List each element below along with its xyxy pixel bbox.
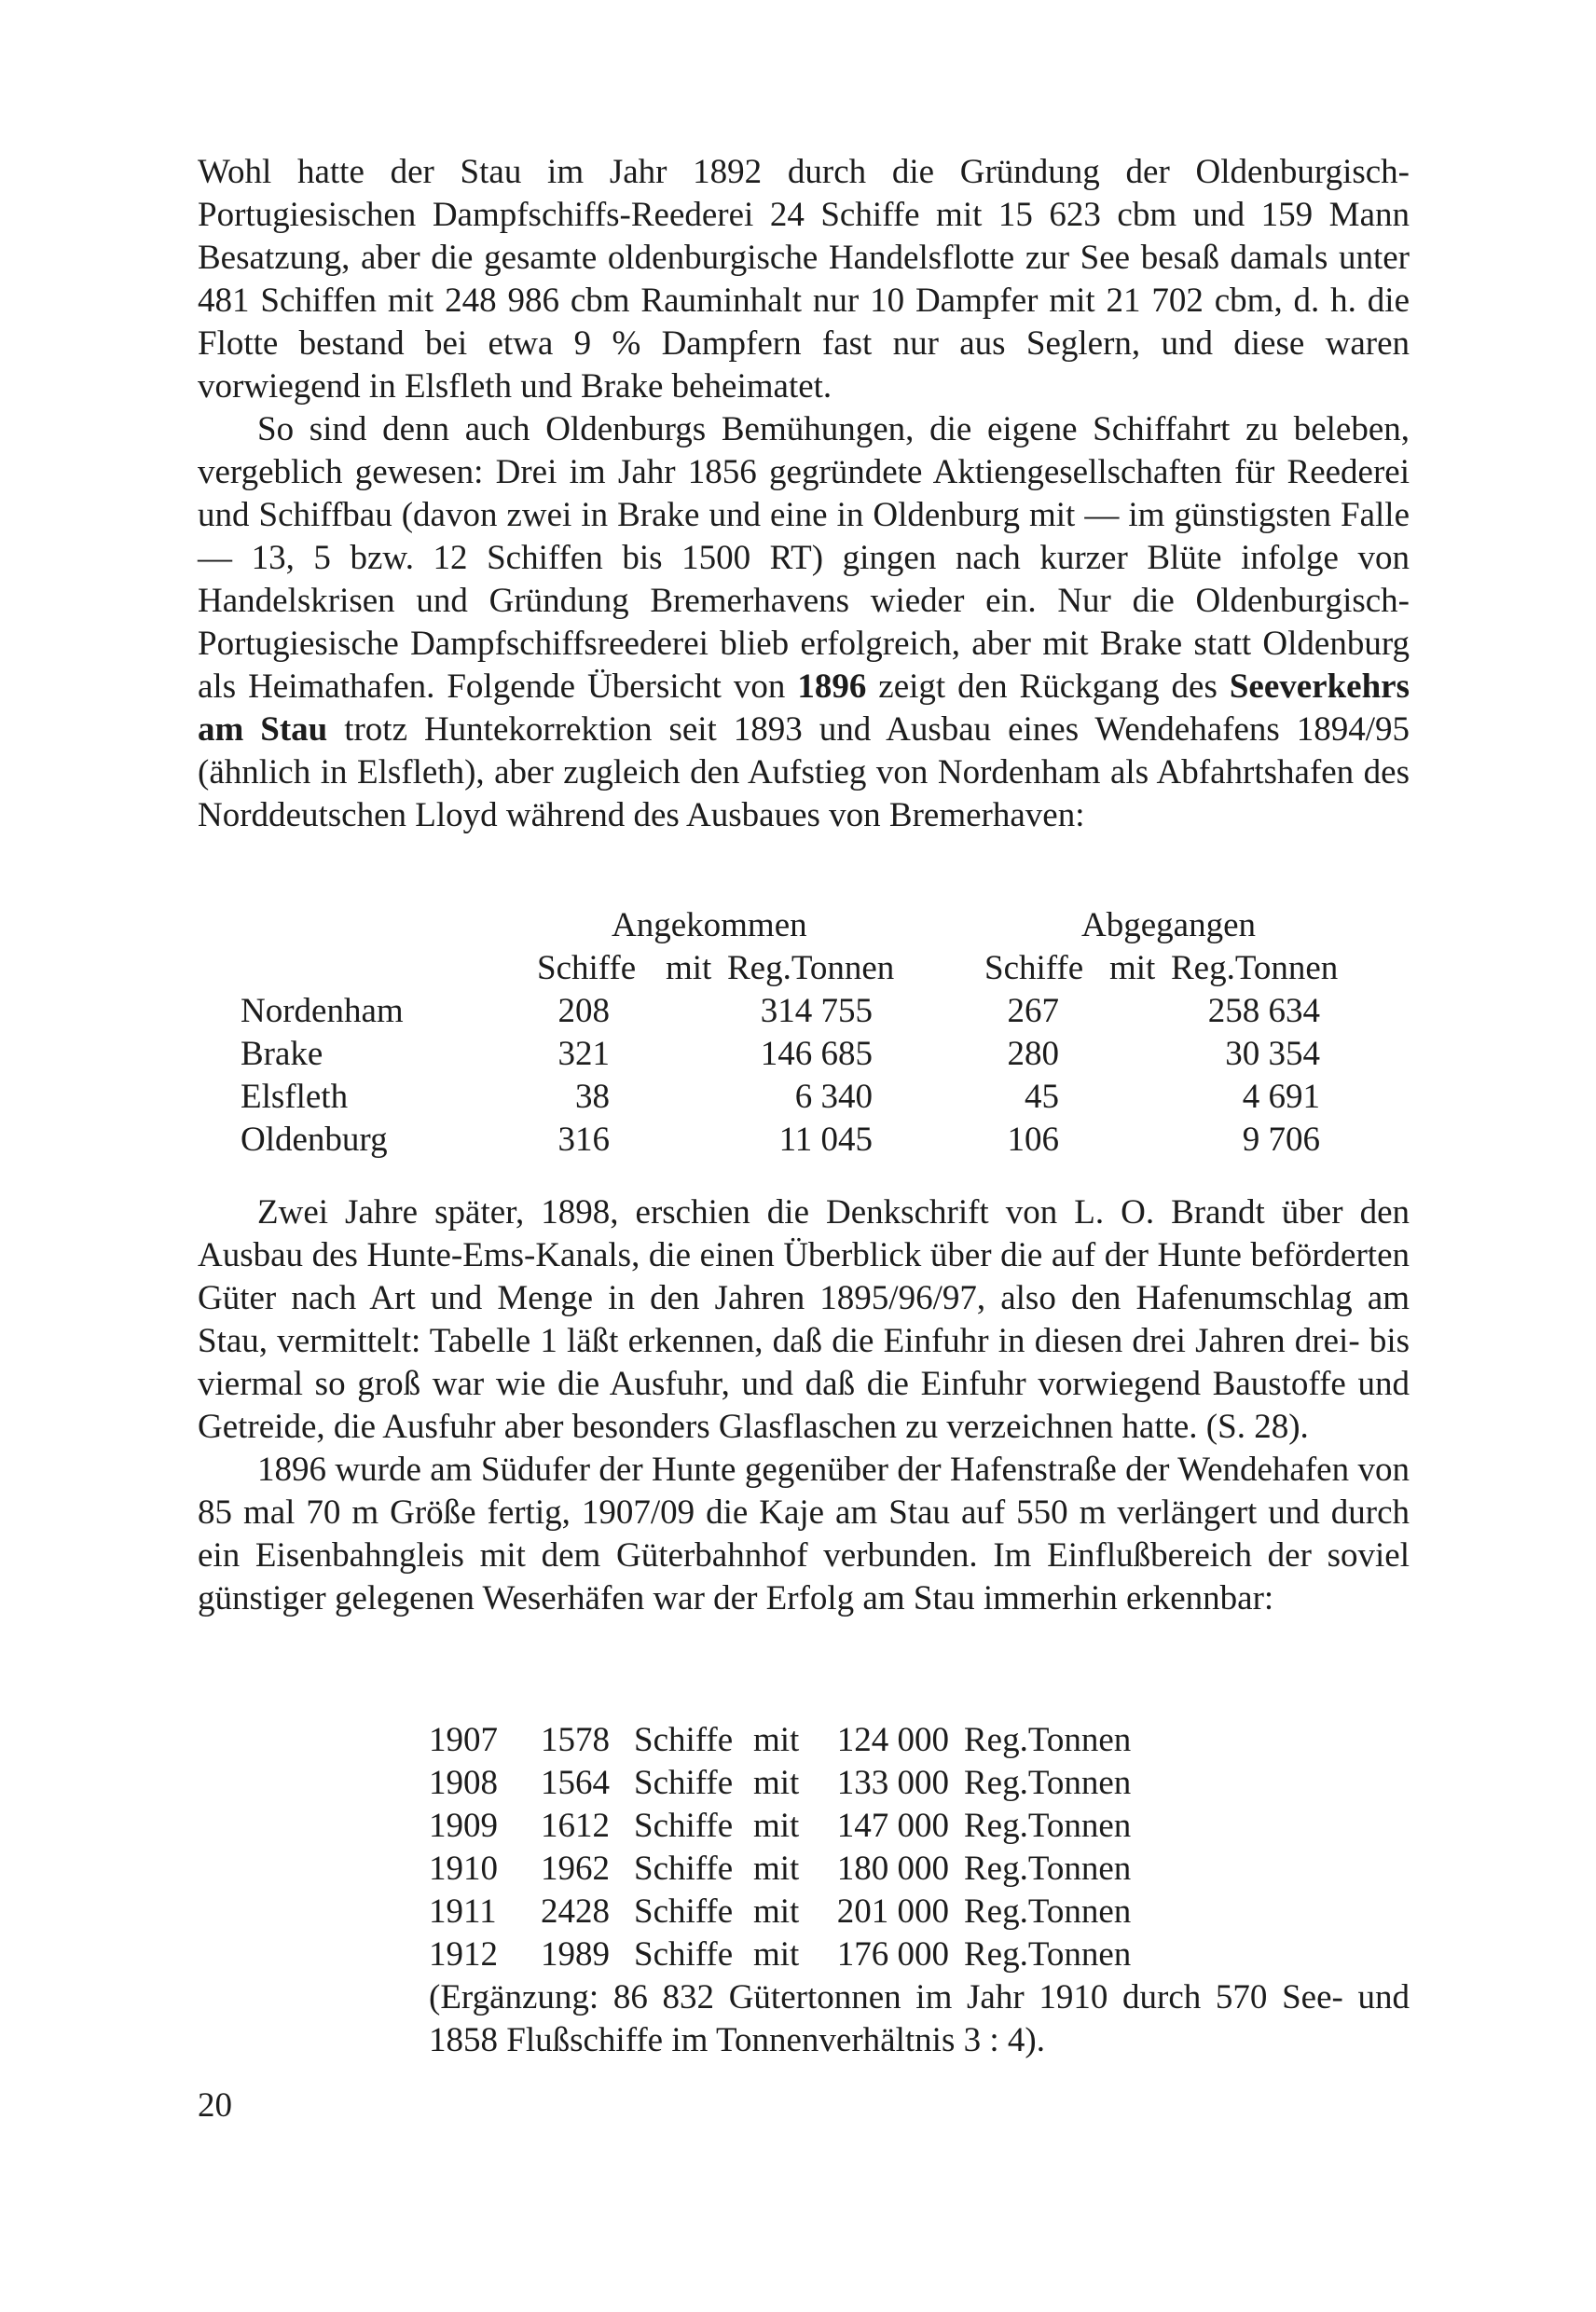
text-block-bottom [198, 1191, 1410, 1620]
with-word: mit [753, 1807, 800, 1845]
tonnage: 180 000 [836, 1850, 949, 1888]
departed-ships: 106 [1007, 1121, 1059, 1159]
paragraph-4: 1896 wurde am Südufer der Hunte gegenüber der Hafenstraße der Wendehafen von 85 mal 70 m Größe fertig, 1907/09 die Kaje am Stau auf 550 m verlängert und durch ein Eisenbahngleis mit dem Güterbahnhof verbunden. Im Einflußbereich der soviel günstiger gelegenen Weserhäfen war der Erfolg am Stau immerhin erkennbar: [198, 1451, 1410, 1617]
table-row [0, 1119, 1596, 1162]
paragraph-2 [198, 408, 1410, 837]
with-word: mit [753, 1721, 800, 1759]
header-departed: Abgegangen [1081, 906, 1256, 944]
port-name: Oldenburg [241, 1121, 388, 1159]
arrived-tons: 11 045 [778, 1121, 873, 1159]
tonnage-unit: Reg.Tonnen [964, 1850, 1132, 1888]
paragraph-1: Wohl hatte der Stau im Jahr 1892 durch die Gründung der Oldenburgisch-Portugiesischen Dampfschiffs-Reederei 24 Schiffe mit 15 623 cbm und 159 Mann Besatzung, aber die gesamte oldenburgische Handelsflotte zur See besaß damals unter 481 Schiffen mit 248 986 cbm Rauminhalt nur 10 Dampfer mit 21 702 cbm, d. h. die Flotte bestand bei etwa 9 % Dampfern fast nur aus Seglern, und diese waren vorwiegend in Elsfleth und Brake beheimatet. [198, 153, 1410, 406]
tonnage-unit: Reg.Tonnen [964, 1721, 1132, 1759]
tonnage-unit: Reg.Tonnen [964, 1764, 1132, 1802]
list-item [0, 1848, 1596, 1891]
paragraph-2-part-3: trotz Huntekorrektion seit 1893 und Ausbau eines Wendehafens 1894/95 (ähnlich in Elsfleth), aber zugleich den Aufstieg von Nordenham als Abfahrtshafen des Norddeutschen Lloyd während des Ausbaues von Bremerhaven: [198, 710, 1410, 834]
ships-word: Schiffe [634, 1892, 734, 1931]
table-sub-header-row [0, 947, 1596, 990]
arrived-ships: 38 [575, 1078, 610, 1116]
port-name: Brake [241, 1035, 323, 1073]
departed-tons: 30 354 [1225, 1035, 1320, 1073]
ship-count: 1578 [541, 1721, 610, 1759]
year: 1907 [429, 1721, 498, 1759]
departed-ships: 280 [1007, 1035, 1059, 1073]
list-item [0, 1805, 1596, 1848]
year-emphasis: 1896 [797, 667, 867, 706]
ship-count: 1962 [541, 1850, 610, 1888]
ships-word: Schiffe [634, 1764, 734, 1802]
year: 1911 [429, 1892, 497, 1931]
supplement-note: (Ergänzung: 86 832 Gütertonnen im Jahr 1910 durch 570 See- und 1858 Flußschiffe im Tonnenverhältnis 3 : 4). [429, 1978, 1410, 2059]
with-word: mit [753, 1850, 800, 1888]
tonnage: 201 000 [836, 1892, 949, 1931]
tonnage: 176 000 [836, 1935, 949, 1974]
with-word: mit [753, 1764, 800, 1802]
page-number: 20 [198, 2086, 232, 2125]
ship-count: 1612 [541, 1807, 610, 1845]
with-word: mit [753, 1935, 800, 1974]
list-item [0, 1891, 1596, 1934]
table-group-header-row [0, 904, 1596, 947]
ships-word: Schiffe [634, 1807, 734, 1845]
list-item [0, 1934, 1596, 1976]
departed-tons: 258 634 [1207, 992, 1320, 1030]
list-item [0, 1719, 1596, 1762]
departed-ships: 267 [1007, 992, 1059, 1030]
tonnage: 147 000 [836, 1807, 949, 1845]
arrived-tons: 146 685 [760, 1035, 873, 1073]
year: 1909 [429, 1807, 498, 1845]
port-name: Elsfleth [241, 1078, 349, 1116]
tonnage-unit: Reg.Tonnen [964, 1807, 1132, 1845]
tonnage-unit: Reg.Tonnen [964, 1935, 1132, 1974]
with-word: mit [753, 1892, 800, 1931]
table-row [0, 1076, 1596, 1119]
paragraph-3: Zwei Jahre später, 1898, erschien die Denkschrift von L. O. Brandt über den Ausbau des Hunte-Ems-Kanals, die einen Überblick über die auf der Hunte beförderten Güter nach Art und Menge in den Jahren 1895/96/97, also den Hafenumschlag am Stau, vermittelt: Tabelle 1 läßt erkennen, daß die Einfuhr in diesen drei Jahren drei- bis viermal so groß war wie die Ausfuhr, und daß die Einfuhr vorwiegend Baustoffe und Getreide, die Ausfuhr aber besonders Glasflaschen zu verzeichnen hatte. (S. 28). [198, 1193, 1410, 1446]
ship-count: 1564 [541, 1764, 610, 1802]
ships-word: Schiffe [634, 1935, 734, 1974]
year: 1912 [429, 1935, 498, 1974]
subheader-arrived-tons: Reg.Tonnen [727, 949, 895, 987]
subheader-departed-ships: Schiffe [984, 949, 1084, 987]
table-row [0, 990, 1596, 1033]
port-name: Nordenham [241, 992, 404, 1030]
tonnage: 133 000 [836, 1764, 949, 1802]
arrived-ships: 321 [557, 1035, 610, 1073]
text-block-top [198, 151, 1410, 837]
ships-word: Schiffe [634, 1721, 734, 1759]
seeverkehr-emphasis: Seeverkehrs am Stau [198, 667, 1410, 749]
subheader-arrived-with: mit [666, 949, 712, 987]
header-arrived: Angekommen [612, 906, 807, 944]
year: 1910 [429, 1850, 498, 1888]
arrived-tons: 6 340 [794, 1078, 873, 1116]
year: 1908 [429, 1764, 498, 1802]
departed-tons: 4 691 [1242, 1078, 1320, 1116]
arrived-ships: 316 [557, 1121, 610, 1159]
tonnage: 124 000 [836, 1721, 949, 1759]
subheader-departed-with: mit [1109, 949, 1156, 987]
ships-word: Schiffe [634, 1850, 734, 1888]
ship-count: 2428 [541, 1892, 610, 1931]
paragraph-2-part-1: So sind denn auch Oldenburgs Bemühungen, die eigene Schiffahrt zu beleben, vergeblich gewesen: Drei im Jahr 1856 gegründete Aktiengesellschaften für Reederei und Schiffbau (davon zwei in Brake und eine in Oldenburg mit — im günstigsten Falle — 13, 5 bzw. 12 Schiffen bis 1500 RT) gingen nach kurzer Blüte infolge von Handelskrisen und Gründung Bremerhavens wieder ein. Nur die Oldenburgisch-Portugiesische Dampfschiffsreederei blieb erfolgreich, aber mit Brake statt Oldenburg als Heimathafen. Folgende Übersicht von [198, 410, 1410, 706]
subheader-arrived-ships: Schiffe [537, 949, 637, 987]
list-item [0, 1762, 1596, 1805]
departed-ships: 45 [1025, 1078, 1059, 1116]
departed-tons: 9 706 [1242, 1121, 1320, 1159]
tonnage-unit: Reg.Tonnen [964, 1892, 1132, 1931]
paragraph-2-part-2: zeigt den Rückgang des [878, 667, 1218, 706]
ship-count: 1989 [541, 1935, 610, 1974]
subheader-departed-tons: Reg.Tonnen [1171, 949, 1339, 987]
arrived-tons: 314 755 [760, 992, 873, 1030]
arrived-ships: 208 [557, 992, 610, 1030]
table-row [0, 1033, 1596, 1076]
